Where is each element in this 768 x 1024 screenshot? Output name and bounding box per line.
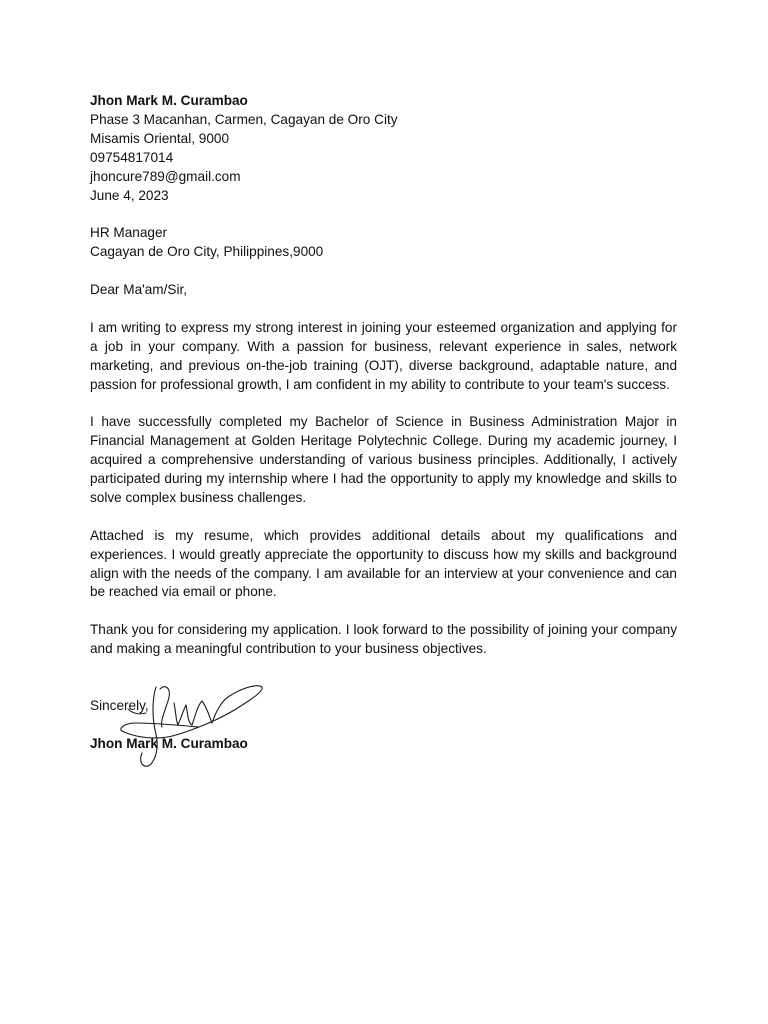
signer-name: Jhon Mark M. Curambao [90,735,248,751]
salutation: Dear Ma'am/Sir, [90,282,188,298]
recipient-address: Cagayan de Oro City, Philippines,9000 [90,244,324,260]
spacer [90,659,677,678]
spacer [90,300,677,319]
closing-block [90,697,677,754]
sender-email: jhoncure789@gmail.com [90,168,241,184]
spacer [90,678,677,697]
paragraph-interest: I am writing to express my strong interest in joining your esteemed organization and applying for a job in your company. With a passion for business, relevant experience in sales, network marketing, and previous on-the-job training (OJT), diverse background, adaptable nature, and passion for professional growth, I am confident in my ability to contribute to your team's success. [90,319,677,392]
spacer [90,716,677,735]
letter-date: June 4, 2023 [90,187,169,203]
letter-body [90,92,677,754]
spacer [90,205,677,224]
sender-address-line2: Misamis Oriental, 9000 [90,130,230,146]
sender-name: Jhon Mark M. Curambao [90,93,248,108]
paragraph-education: I have successfully completed my Bachelor of Science in Business Administration Major in Financial Management at Golden Heritage Polytechnic College. During my academic journey, I acquired a comprehensive understanding of various business principles. Additionally, I actively participated during my internship where I had the opportunity to apply my knowledge and skills to solve complex business challenges. [90,414,677,505]
spacer [90,394,677,413]
spacer [90,262,677,281]
valediction: Sincerely, [90,697,149,713]
spacer [90,602,677,621]
paragraph-thanks: Thank you for considering my application. I look forward to the possibility of joining your company and making a meaningful contribution to your business objectives. [90,622,677,657]
recipient-title: HR Manager [90,225,168,241]
paragraph-resume: Attached is my resume, which provides additional details about my qualifications and experiences. I would greatly appreciate the opportunity to discuss how my skills and background align with the needs of the company. I am available for an interview at your convenience and can be reached via email or phone. [90,527,677,600]
sender-phone: 09754817014 [90,149,174,165]
sender-address-line1: Phase 3 Macanhan, Carmen, Cagayan de Oro City [90,111,398,127]
spacer [90,508,677,527]
